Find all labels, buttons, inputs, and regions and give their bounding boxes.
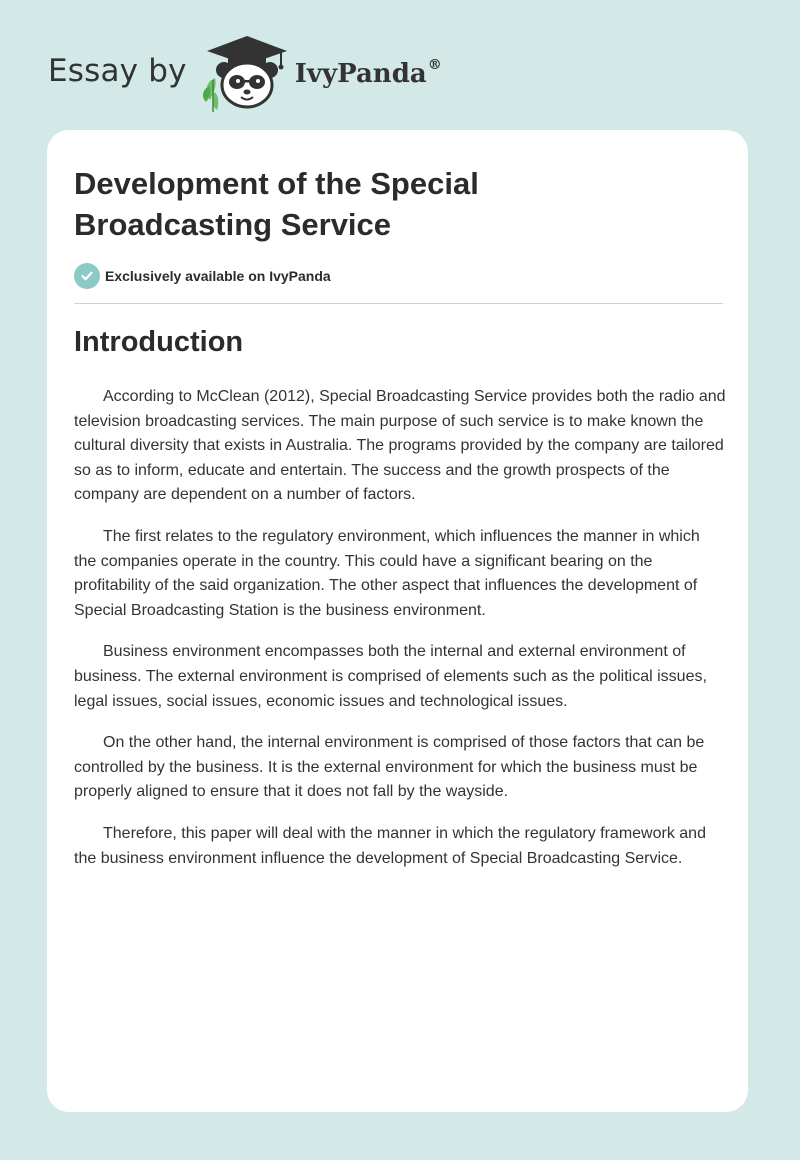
section-heading-introduction: Introduction xyxy=(74,326,244,358)
essay-title: Development of the Special Broadcasting Service xyxy=(74,166,479,242)
paragraph: On the other hand, the internal environment is comprised of those factors that can be controlled by the business. It is the external environment for which the business must be properly aligned to ensure that it does not fall by the wayside. xyxy=(74,734,705,801)
paragraph: The first relates to the regulatory environment, which influences the manner in which the companies operate in the country. This could have a significant bearing on the profitability of the said organization. The other aspect that influences the development of Special Broadcasting Station is the business environment. xyxy=(74,527,700,619)
check-icon xyxy=(74,263,100,289)
brand-name[interactable] xyxy=(295,59,442,89)
paragraph: Business environment encompasses both the internal and external environment of business. The external environment is comprised of elements such as the political issues, legal issues, social issues, economic issues and technological issues. xyxy=(74,643,707,710)
panda-graduate-logo-icon[interactable] xyxy=(201,34,293,114)
paragraph: According to McClean (2012), Special Broadcasting Service provides both the radio and television broadcasting services. The main purpose of such service is to make known the cultural diversity that exists in Australia. The programs provided by the company are tailored so as to inform, educate and entertain. The success and the growth prospects of the company are dependent on a number of factors. xyxy=(74,388,726,504)
brand-text: IvyPanda xyxy=(294,59,427,89)
site-header xyxy=(48,34,442,114)
exclusive-badge-text: Exclusively available on IvyPanda xyxy=(105,268,331,284)
paragraph: Therefore, this paper will deal with the manner in which the regulatory framework and the business environment influence the development of Special Broadcasting Service. xyxy=(74,824,706,867)
registered-mark: ® xyxy=(427,57,442,73)
essay-card xyxy=(47,130,748,1112)
essay-body xyxy=(74,385,726,888)
exclusive-badge xyxy=(74,263,331,289)
title-divider xyxy=(74,303,723,304)
essay-by-label: Essay by xyxy=(48,53,187,89)
